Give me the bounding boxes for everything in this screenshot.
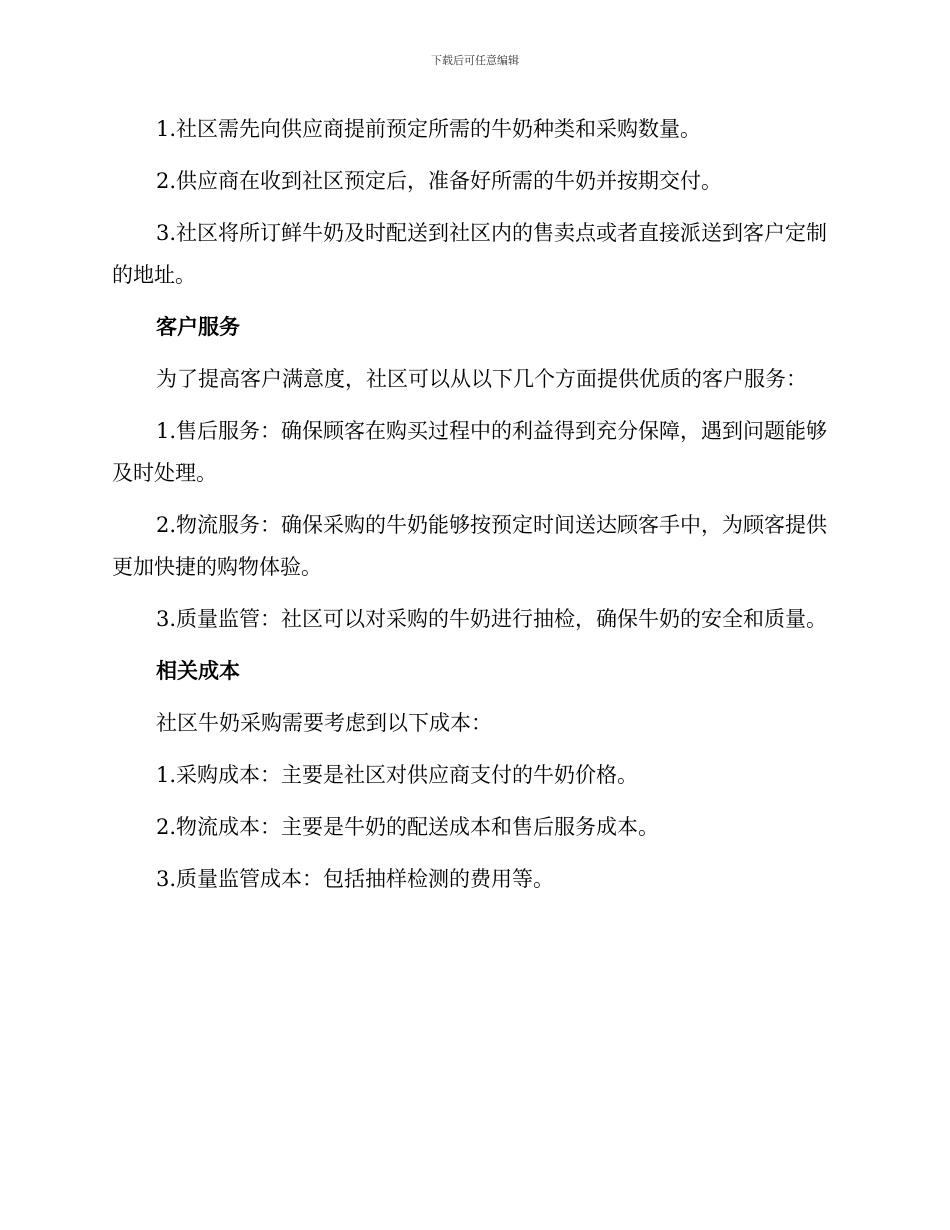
section-heading-related-costs: 相关成本 <box>156 658 240 683</box>
paragraph-order-step-2: 2.供应商在收到社区预定后，准备好所需的牛奶并按期交付。 <box>156 169 723 193</box>
section-heading-customer-service: 客户服务 <box>156 314 240 339</box>
paragraph-logistics-cost: 2.物流成本：主要是牛奶的配送成本和售后服务成本。 <box>156 815 660 839</box>
paragraph-purchase-cost: 1.采购成本：主要是社区对供应商支付的牛奶价格。 <box>156 763 639 787</box>
document-body <box>112 108 828 910</box>
paragraph-quality-cost: 3.质量监管成本：包括抽样检测的费用等。 <box>156 867 555 891</box>
paragraph-service-intro: 为了提高客户满意度，社区可以从以下几个方面提供优质的客户服务： <box>156 367 807 391</box>
paragraph-order-step-3: 3.社区将所订鲜牛奶及时配送到社区内的售卖点或者直接派送到客户定制的地址。 <box>112 221 828 287</box>
page-header: 下载后可任意编辑 <box>431 54 519 67</box>
paragraph-costs-intro: 社区牛奶采购需要考虑到以下成本： <box>156 711 492 735</box>
paragraph-quality-supervision: 3.质量监管：社区可以对采购的牛奶进行抽检，确保牛奶的安全和质量。 <box>156 607 828 631</box>
paragraph-after-sales: 1.售后服务：确保顾客在购买过程中的利益得到充分保障，遇到问题能够及时处理。 <box>112 419 828 485</box>
paragraph-order-step-1: 1.社区需先向供应商提前预定所需的牛奶种类和采购数量。 <box>156 117 702 141</box>
paragraph-logistics-service: 2.物流服务：确保采购的牛奶能够按预定时间送达顾客手中，为顾客提供更加快捷的购物体验。 <box>112 513 828 579</box>
